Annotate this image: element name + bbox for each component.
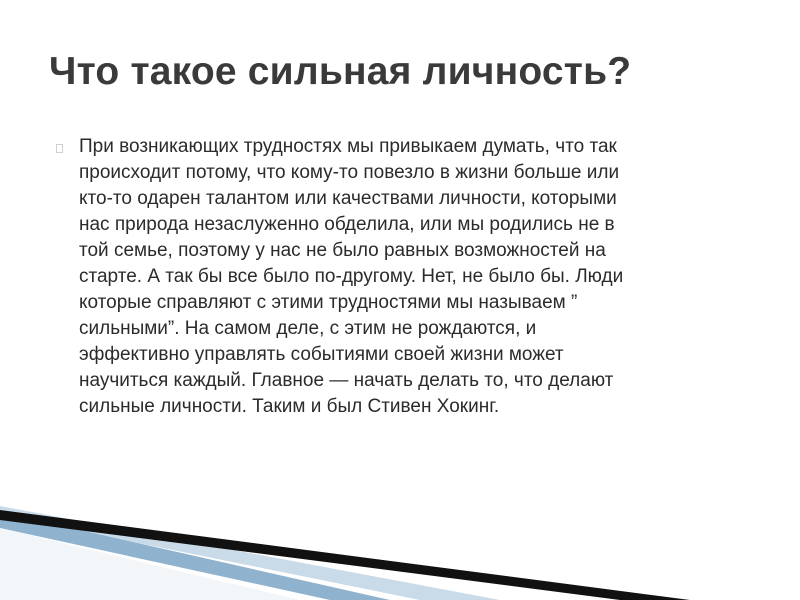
bullet-text: При возникающих трудностях мы привыкаем думать, что так происходит потому, что кому-то повезло в жизни больше или кто-то одарен талантом или качествами личности, которыми нас природа незаслуженно обделила, или мы родились не в той семье, поэтому у нас не было равных возможностей на старте. А так бы все было по-другому. Нет, не было бы. Люди которые справляют с этими трудностями мы называем ” сильными”. На самом деле, с этим не рождаются, и эффективно управлять событиями своей жизни может научиться каждый. Главное — начать делать то, что делают сильные личности. Таким и был Стивен Хокинг.	[79, 136, 624, 417]
slide-title: Что такое сильная личность?	[49, 50, 632, 93]
